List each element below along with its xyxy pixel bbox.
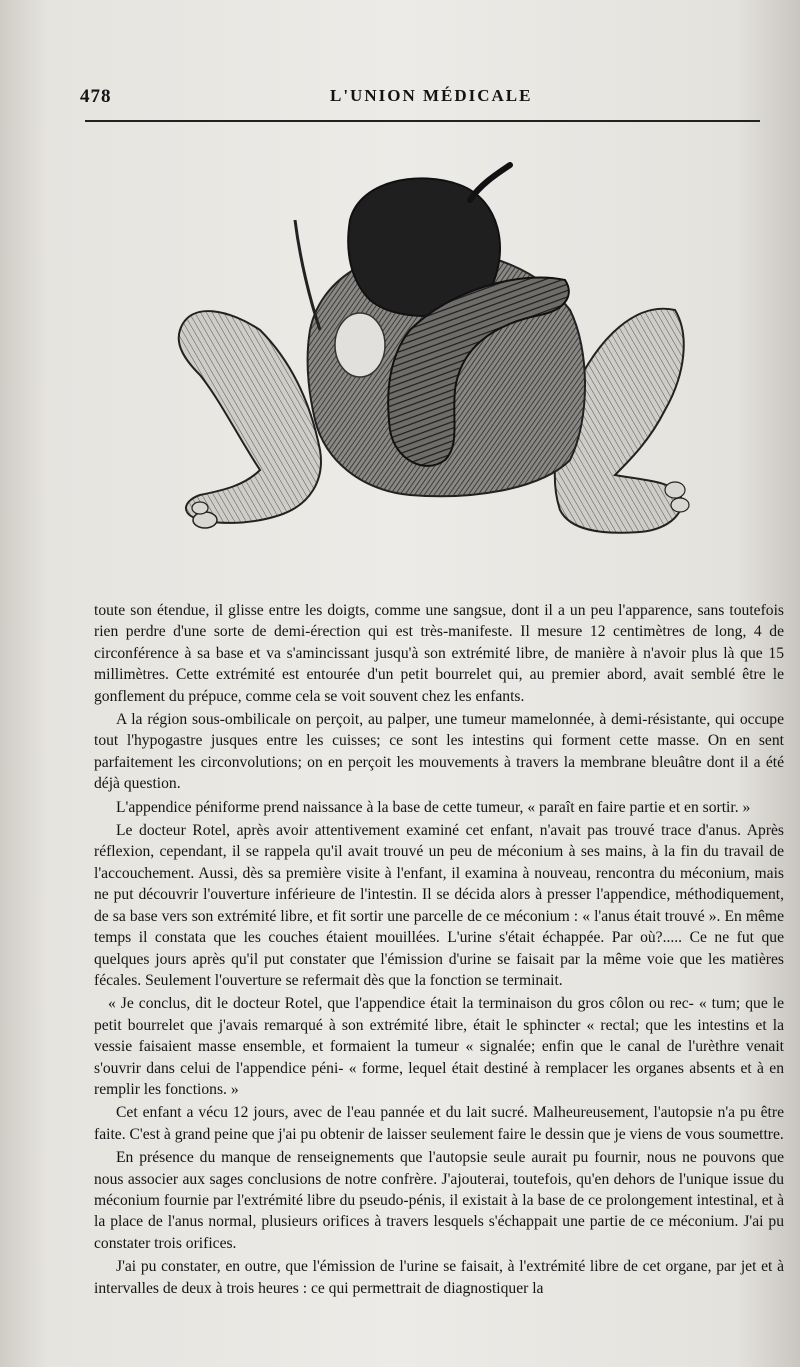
paragraph-5: « Je conclus, dit le docteur Rotel, que l'appendice était la terminaison du gros côlon ou rec- « tum; que le petit bourrelet que j'avais remarqué à son extrémité libre, était le sphincter « rectal; que les intestins et la vessie faisaient masse ensemble, et formaient la tumeur « signalée; enfin que le canal de l'urèthre venait s'ouvrir dans celui de l'appendice péni- « forme, lequel était destiné à remplacer les organes absents et à en remplir les fonctions. » — [94, 995, 784, 1098]
figure — [170, 160, 700, 560]
infant-malformation-engraving-icon — [170, 160, 700, 560]
body-text — [94, 600, 784, 1301]
paragraph-1: toute son étendue, il glisse entre les doigts, comme une sangsue, dont il a un peu l'apparence, sans toutefois rien perdre d'une sorte de demi-érection qui est très-manifeste. Il mesure 12 centimètres de long, 4 de circonférence à sa base et va s'amincissant jusqu'à son extrémité libre, de manière à n'avoir plus là que 15 millimètres. Cette extrémité est entourée d'un petit bourrelet qui, au premier abord, avait semblé être le gonflement du prépuce, comme cela se voit souvent chez les enfants. — [94, 602, 784, 705]
paragraph-3: L'appendice péniforme prend naissance à la base de cette tumeur, « paraît en faire partie et en sortir. » — [116, 798, 751, 816]
page-header — [0, 82, 800, 112]
paragraph-6: Cet enfant a vécu 12 jours, avec de l'eau pannée et du lait sucré. Malheureusement, l'autopsie n'a pu être faite. C'est à grand peine que j'ai pu obtenir de laisser seulement faire le dessin que je viens de vous soumettre. — [94, 1104, 784, 1143]
header-rule — [85, 120, 760, 122]
running-head: L'UNION MÉDICALE — [330, 86, 533, 105]
paragraph-8: J'ai pu constater, en outre, que l'émission de l'urine se faisait, à l'extrémité libre de cet organe, par jet et à intervalles de deux à trois heures : ce qui permettrait de diagnostiquer la — [94, 1258, 784, 1297]
paragraph-2: A la région sous-ombilicale on perçoit, au palper, une tumeur mamelonnée, à demi-résistante, qui occupe tout l'hypogastre jusques entre les cuisses; ce sont les intestins qui forment cette masse. On en sent parfaitement les circonvolutions; on en perçoit les mouvements à travers la membrane bleuâtre dont il a été déjà question. — [94, 711, 784, 793]
page-number: 478 — [80, 86, 112, 107]
paragraph-7: En présence du manque de renseignements que l'autopsie seule aurait pu fournir, nous ne pouvons que nous associer aux sages conclusions de notre confrère. J'ajouterai, toutefois, qu'en dehors de l'unique issue du méconium fournie par l'extrémité libre du pseudo-pénis, il existait à la base de ce prolongement intestinal, et à la place de l'anus normal, plusieurs orifices à travers lesquels s'échappait une partie de ce méconium. J'ai pu constater trois orifices. — [94, 1149, 784, 1252]
paragraph-4: Le docteur Rotel, après avoir attentivement examiné cet enfant, n'avait pas trouvé trace d'anus. Après réflexion, cependant, il se rappela qu'il avait trouvé un peu de méconium à ses mains, à la fin du travail de l'accouchement. Aussi, dès sa première visite à l'enfant, il examina à nouveau, rencontra du méconium, mais ne put découvrir l'ouverture inférieure de l'intestin. Il se décida alors à presser l'appendice, méthodiquement, de sa base vers son extrémité libre, et fit sortir une parcelle de ce méconium : « l'anus était trouvé ». En même temps il constata que les couches étaient mouillées. L'urine s'était échappée. Par où?..... Ce ne fut que quelques jours après qu'il put constater que l'émission d'urine se faisait par la même voie que les matières fécales. Seulement l'ouverture se refermait dès que la fonction se terminait. — [94, 822, 784, 989]
